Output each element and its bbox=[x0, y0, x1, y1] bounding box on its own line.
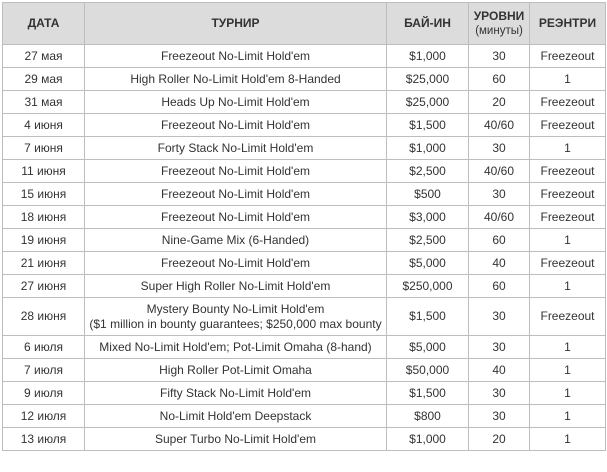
cell-tournament: Freezeout No-Limit Hold'em bbox=[85, 114, 387, 137]
cell-tournament: Freezeout No-Limit Hold'em bbox=[85, 206, 387, 229]
cell-reentry: 1 bbox=[530, 275, 606, 298]
cell-tournament: High Roller Pot-Limit Omaha bbox=[85, 359, 387, 382]
cell-tournament: Freezeout No-Limit Hold'em bbox=[85, 252, 387, 275]
table-row bbox=[3, 45, 606, 68]
table-row bbox=[3, 183, 606, 206]
header-date: ДАТА bbox=[3, 3, 85, 45]
cell-levels: 30 bbox=[469, 183, 530, 206]
header-levels-unit: (минуты) bbox=[475, 24, 523, 37]
cell-buyin: $800 bbox=[387, 405, 469, 428]
cell-buyin: $25,000 bbox=[387, 68, 469, 91]
table-row bbox=[3, 359, 606, 382]
header-buyin: БАЙ-ИН bbox=[387, 3, 469, 45]
cell-buyin: $50,000 bbox=[387, 359, 469, 382]
cell-reentry: 1 bbox=[530, 382, 606, 405]
cell-buyin: $250,000 bbox=[387, 275, 469, 298]
cell-tournament: Freezeout No-Limit Hold'em bbox=[85, 183, 387, 206]
cell-date: 11 июня bbox=[3, 160, 85, 183]
table-row bbox=[3, 160, 606, 183]
cell-tournament: Nine-Game Mix (6-Handed) bbox=[85, 229, 387, 252]
cell-tournament: High Roller No-Limit Hold'em 8-Handed bbox=[85, 68, 387, 91]
header-row bbox=[3, 3, 606, 45]
cell-tournament: Freezeout No-Limit Hold'em bbox=[85, 160, 387, 183]
cell-date: 9 июля bbox=[3, 382, 85, 405]
cell-reentry: 1 bbox=[530, 405, 606, 428]
cell-reentry: 1 bbox=[530, 336, 606, 359]
cell-levels: 20 bbox=[469, 428, 530, 451]
cell-buyin: $2,500 bbox=[387, 229, 469, 252]
cell-buyin: $500 bbox=[387, 183, 469, 206]
cell-date: 7 июля bbox=[3, 359, 85, 382]
cell-levels: 40 bbox=[469, 252, 530, 275]
cell-reentry: Freezeout bbox=[530, 160, 606, 183]
cell-levels: 20 bbox=[469, 91, 530, 114]
header-levels bbox=[469, 3, 530, 45]
cell-date: 13 июля bbox=[3, 428, 85, 451]
table-row bbox=[3, 298, 606, 336]
cell-date: 21 июня bbox=[3, 252, 85, 275]
cell-reentry: 1 bbox=[530, 68, 606, 91]
cell-date: 18 июня bbox=[3, 206, 85, 229]
header-tournament: ТУРНИР bbox=[85, 3, 387, 45]
cell-tournament: Super Turbo No-Limit Hold'em bbox=[85, 428, 387, 451]
cell-date: 4 июня bbox=[3, 114, 85, 137]
cell-reentry: 1 bbox=[530, 137, 606, 160]
cell-levels: 30 bbox=[469, 382, 530, 405]
cell-levels: 40/60 bbox=[469, 114, 530, 137]
cell-reentry: Freezeout bbox=[530, 114, 606, 137]
table-row bbox=[3, 68, 606, 91]
cell-levels: 60 bbox=[469, 68, 530, 91]
cell-levels: 60 bbox=[469, 229, 530, 252]
cell-date: 28 июня bbox=[3, 298, 85, 336]
cell-buyin: $25,000 bbox=[387, 91, 469, 114]
table-row bbox=[3, 382, 606, 405]
cell-reentry: 1 bbox=[530, 359, 606, 382]
table-row bbox=[3, 252, 606, 275]
cell-buyin: $1,000 bbox=[387, 428, 469, 451]
table-row bbox=[3, 137, 606, 160]
cell-buyin: $1,500 bbox=[387, 382, 469, 405]
cell-tournament: Mixed No-Limit Hold'em; Pot-Limit Omaha (8-hand) bbox=[85, 336, 387, 359]
cell-tournament: Forty Stack No-Limit Hold'em bbox=[85, 137, 387, 160]
cell-buyin: $1,500 bbox=[387, 298, 469, 336]
table-row bbox=[3, 405, 606, 428]
cell-buyin: $3,000 bbox=[387, 206, 469, 229]
header-levels-label: УРОВНИ bbox=[473, 8, 525, 23]
cell-reentry: 1 bbox=[530, 229, 606, 252]
cell-buyin: $5,000 bbox=[387, 336, 469, 359]
cell-reentry: Freezeout bbox=[530, 183, 606, 206]
cell-buyin: $1,000 bbox=[387, 137, 469, 160]
cell-tournament bbox=[85, 298, 387, 336]
cell-reentry: Freezeout bbox=[530, 252, 606, 275]
cell-levels: 30 bbox=[469, 405, 530, 428]
table-row bbox=[3, 114, 606, 137]
cell-levels: 40 bbox=[469, 359, 530, 382]
cell-date: 12 июля bbox=[3, 405, 85, 428]
tournament-name: Mystery Bounty No-Limit Hold'em bbox=[146, 301, 325, 316]
table-row bbox=[3, 428, 606, 451]
table-header bbox=[3, 3, 606, 45]
cell-tournament: Super High Roller No-Limit Hold'em bbox=[85, 275, 387, 298]
cell-buyin: $2,500 bbox=[387, 160, 469, 183]
cell-reentry: Freezeout bbox=[530, 298, 606, 336]
table-row bbox=[3, 206, 606, 229]
cell-levels: 40/60 bbox=[469, 160, 530, 183]
cell-buyin: $1,000 bbox=[387, 45, 469, 68]
table-row bbox=[3, 336, 606, 359]
table-body bbox=[3, 45, 606, 451]
cell-date: 29 мая bbox=[3, 68, 85, 91]
cell-buyin: $5,000 bbox=[387, 252, 469, 275]
tournament-schedule-table bbox=[2, 2, 606, 451]
cell-tournament: Freezeout No-Limit Hold'em bbox=[85, 45, 387, 68]
cell-date: 27 мая bbox=[3, 45, 85, 68]
cell-reentry: Freezeout bbox=[530, 45, 606, 68]
cell-levels: 30 bbox=[469, 45, 530, 68]
cell-tournament: Fifty Stack No-Limit Hold'em bbox=[85, 382, 387, 405]
table-row bbox=[3, 275, 606, 298]
cell-buyin: $1,500 bbox=[387, 114, 469, 137]
cell-date: 15 июня bbox=[3, 183, 85, 206]
cell-levels: 30 bbox=[469, 336, 530, 359]
cell-reentry: Freezeout bbox=[530, 206, 606, 229]
cell-date: 19 июня bbox=[3, 229, 85, 252]
cell-levels: 30 bbox=[469, 298, 530, 336]
cell-levels: 40/60 bbox=[469, 206, 530, 229]
cell-levels: 30 bbox=[469, 137, 530, 160]
tournament-note: ($1 million in bounty guarantees; $250,000 max bounty bbox=[89, 316, 382, 331]
cell-date: 6 июля bbox=[3, 336, 85, 359]
cell-date: 7 июня bbox=[3, 137, 85, 160]
header-reentry: РЕЭНТРИ bbox=[530, 3, 606, 45]
cell-reentry: Freezeout bbox=[530, 91, 606, 114]
table-row bbox=[3, 91, 606, 114]
cell-tournament: No-Limit Hold'em Deepstack bbox=[85, 405, 387, 428]
cell-date: 31 мая bbox=[3, 91, 85, 114]
cell-tournament: Heads Up No-Limit Hold'em bbox=[85, 91, 387, 114]
cell-reentry: 1 bbox=[530, 428, 606, 451]
cell-levels: 60 bbox=[469, 275, 530, 298]
cell-date: 27 июня bbox=[3, 275, 85, 298]
table-row bbox=[3, 229, 606, 252]
